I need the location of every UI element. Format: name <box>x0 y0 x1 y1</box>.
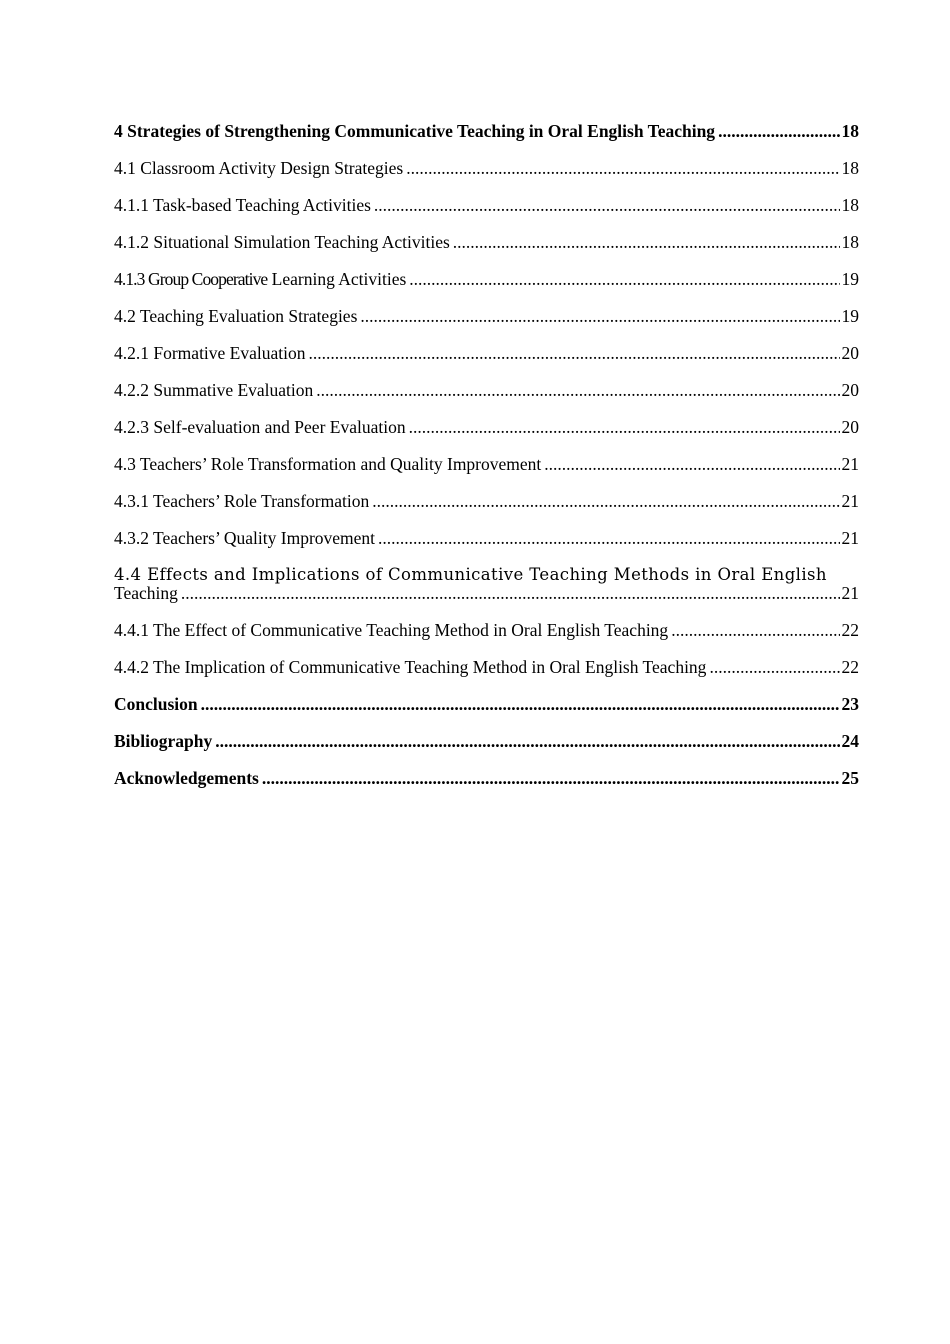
toc-entry-label: 4.3 Teachers’ Role Transformation and Quality Improvement <box>114 454 542 474</box>
dot-leader <box>709 657 839 677</box>
toc-entry-page: 22 <box>841 620 859 640</box>
dot-leader <box>316 380 839 400</box>
toc-entry-label: Acknowledgements <box>114 768 259 788</box>
toc-entry-page: 18 <box>841 232 859 252</box>
toc-entry-label <box>114 269 409 289</box>
toc-entry-line2 <box>114 584 859 603</box>
toc-entry-label: 4 Strategies of Strengthening Communicative Teaching in Oral English Teaching <box>114 121 716 141</box>
dot-leader <box>215 731 839 751</box>
dot-leader <box>309 343 840 363</box>
dot-leader <box>372 491 839 511</box>
dot-leader <box>374 195 840 215</box>
dot-leader <box>409 417 840 437</box>
toc-entry-bibliography[interactable] <box>114 731 859 751</box>
toc-entry-page: 18 <box>841 158 859 178</box>
toc-entry-page: 22 <box>841 657 859 677</box>
dot-leader <box>378 528 839 548</box>
dot-leader <box>718 121 839 141</box>
toc-entry-label: Conclusion <box>114 694 198 714</box>
dot-leader <box>544 454 839 474</box>
toc-entry-4-1-2[interactable] <box>114 232 859 252</box>
toc-entry-4-1-3[interactable] <box>114 269 859 289</box>
toc-entry-label: 4.2 Teaching Evaluation Strategies <box>114 306 358 326</box>
dot-leader <box>181 584 840 603</box>
toc-entry-4-2-2[interactable] <box>114 380 859 400</box>
dot-leader <box>201 694 840 714</box>
toc-entry-4-2[interactable] <box>114 306 859 326</box>
toc-entry-conclusion[interactable] <box>114 694 859 714</box>
toc-entry-label-line2: Teaching <box>114 583 178 603</box>
toc-entry-page: 21 <box>841 583 859 603</box>
toc-entry-page: 21 <box>841 454 859 474</box>
toc-entry-4-3-2[interactable] <box>114 528 859 548</box>
toc-entry-label: Bibliography <box>114 731 213 751</box>
toc-entry-label: 4.2.3 Self-evaluation and Peer Evaluation <box>114 417 406 437</box>
toc-entry-label: 4.2.1 Formative Evaluation <box>114 343 306 363</box>
toc-entry-4-4-2[interactable] <box>114 657 859 677</box>
toc-entry-4-3[interactable] <box>114 454 859 474</box>
toc-entry-page: 21 <box>841 528 859 548</box>
toc-entry-page: 21 <box>841 491 859 511</box>
toc-entry-label-line1: 4.4 Effects and Implications of Communicative Teaching Methods in Oral English <box>114 565 827 584</box>
toc-entry-chapter-4[interactable] <box>114 121 859 141</box>
toc-entry-page: 19 <box>841 269 859 289</box>
toc-entry-page: 23 <box>841 694 859 714</box>
toc-entry-4-3-1[interactable] <box>114 491 859 511</box>
toc-entry-page: 18 <box>841 121 859 141</box>
toc-entry-page: 18 <box>841 195 859 215</box>
toc-entry-4-4-1[interactable] <box>114 620 859 640</box>
toc-entry-4-2-1[interactable] <box>114 343 859 363</box>
toc-entry-page: 20 <box>841 417 859 437</box>
toc-entry-acknowledgements[interactable] <box>114 768 859 788</box>
dot-leader <box>453 232 840 252</box>
toc-entry-page: 20 <box>841 380 859 400</box>
toc-entry-page: 25 <box>841 768 859 788</box>
toc-entry-label: 4.1 Classroom Activity Design Strategies <box>114 158 404 178</box>
toc-entry-label: 4.3.2 Teachers’ Quality Improvement <box>114 528 376 548</box>
toc-entry-label: 4.4.2 The Implication of Communicative Teaching Method in Oral English Teaching <box>114 657 707 677</box>
dot-leader <box>262 768 840 788</box>
toc-entry-label-rest: Learning Activities <box>271 269 407 289</box>
dot-leader <box>406 158 839 178</box>
toc-entry-page: 24 <box>841 731 859 751</box>
toc-entry-label-prefix: 4.1.3 Group Cooperative <box>114 269 268 289</box>
toc-entry-4-1[interactable] <box>114 158 859 178</box>
dot-leader <box>409 269 839 289</box>
toc-entry-label: 4.2.2 Summative Evaluation <box>114 380 314 400</box>
toc-entry-label: 4.4.1 The Effect of Communicative Teaching Method in Oral English Teaching <box>114 620 669 640</box>
toc-entry-page: 19 <box>841 306 859 326</box>
toc-entry-4-4[interactable] <box>114 565 859 603</box>
toc-entry-label: 4.1.1 Task-based Teaching Activities <box>114 195 371 215</box>
toc-entry-label: 4.3.1 Teachers’ Role Transformation <box>114 491 370 511</box>
toc-entry-4-2-3[interactable] <box>114 417 859 437</box>
table-of-contents <box>114 121 859 805</box>
dot-leader <box>360 306 839 326</box>
toc-entry-label: 4.1.2 Situational Simulation Teaching Activities <box>114 232 450 252</box>
dot-leader <box>671 620 839 640</box>
toc-entry-page: 20 <box>841 343 859 363</box>
toc-entry-4-1-1[interactable] <box>114 195 859 215</box>
